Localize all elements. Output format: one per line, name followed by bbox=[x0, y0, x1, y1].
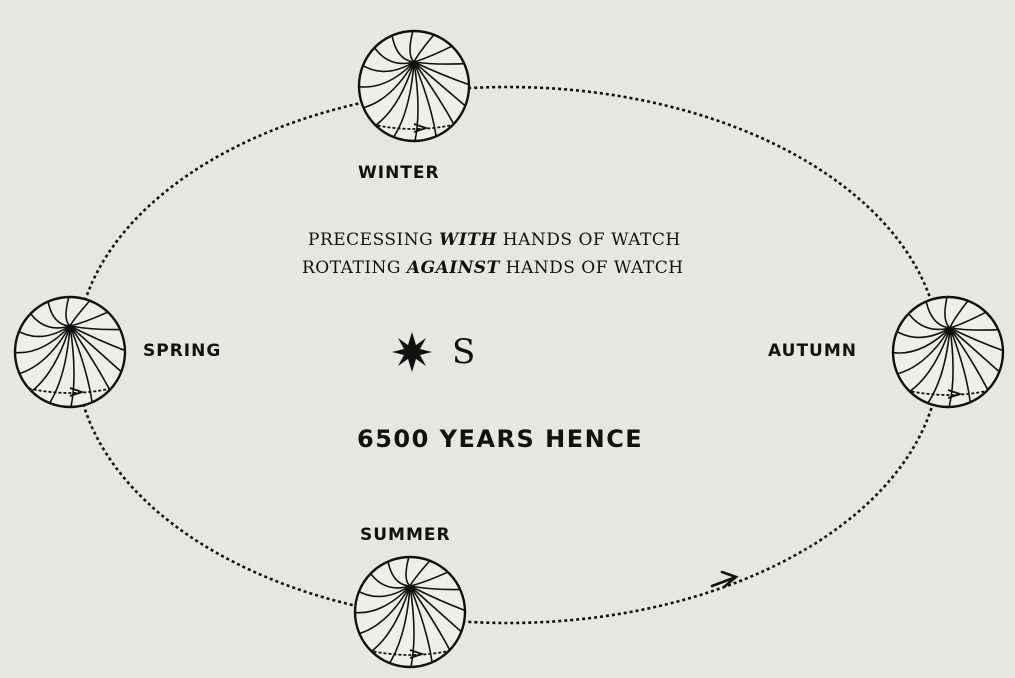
winter-label: WINTER bbox=[358, 163, 440, 183]
spring-globe-icon bbox=[11, 293, 129, 411]
precession-caption bbox=[308, 230, 681, 250]
caption-line2-suffix: HANDS OF WATCH bbox=[499, 258, 684, 278]
rotation-caption bbox=[302, 258, 684, 278]
winter-globe-icon bbox=[355, 27, 473, 145]
orbit-direction-arrow bbox=[712, 572, 736, 587]
caption-line2-emphasis: AGAINST bbox=[406, 258, 500, 278]
sun-star-icon bbox=[392, 332, 432, 372]
autumn-label: AUTUMN bbox=[768, 341, 857, 361]
autumn-globe-icon bbox=[889, 293, 1007, 411]
spring-label: SPRING bbox=[143, 341, 222, 361]
caption-line1-prefix: PRECESSING bbox=[308, 230, 440, 250]
caption-line1-emphasis: WITH bbox=[439, 230, 497, 250]
epoch-label: 6500 YEARS HENCE bbox=[357, 425, 644, 453]
summer-globe-icon bbox=[351, 553, 469, 671]
caption-line2-prefix: ROTATING bbox=[302, 258, 407, 278]
summer-label: SUMMER bbox=[360, 525, 451, 545]
caption-line1-suffix: HANDS OF WATCH bbox=[496, 230, 681, 250]
sun-label: S bbox=[452, 332, 476, 372]
